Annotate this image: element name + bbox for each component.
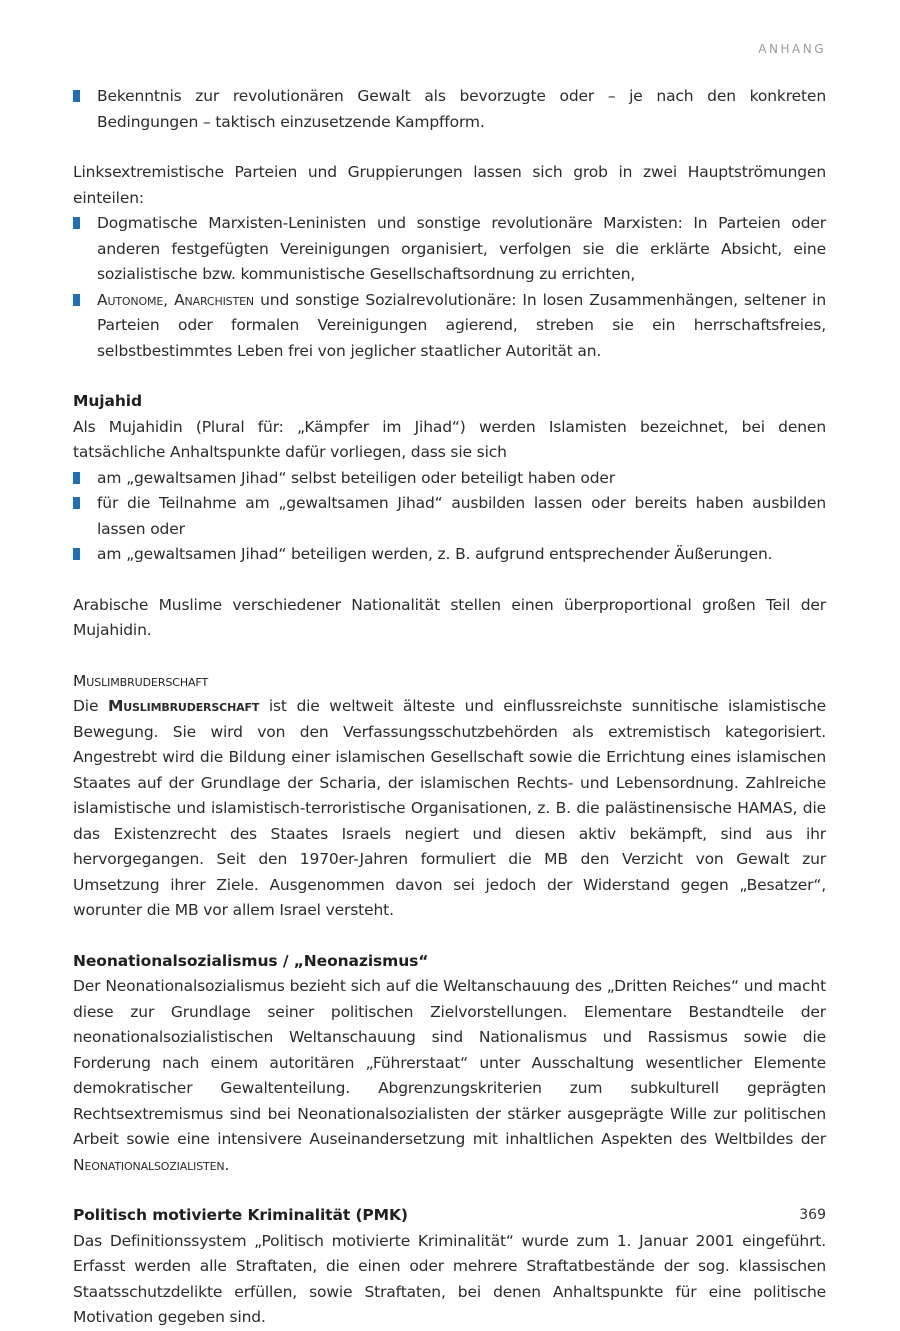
pmk-text: Das Definitionssystem „Politisch motivierte Kriminalität“ wurde zum 1. Januar 2001 eingeführt. Erfasst werden alle Straftaten, die einen oder mehrere Straftatbestände der sog. klassischen Staatsschutzdelikte erfüllen, sowie Straftaten, bei denen Anhaltspunkte für eine politische Motivation gegeben sind. (73, 1231, 826, 1326)
links-bullet-list (73, 211, 826, 364)
pmk-heading: Politisch motivierte Kriminalität (PMK) (73, 1206, 408, 1224)
page-body (73, 0, 826, 1331)
mujahid-heading: Mujahid (73, 392, 142, 410)
square-bullet-icon (73, 472, 80, 484)
list-item: am „gewaltsamen Jihad“ selbst beteiligen oder beteiligt haben oder (73, 466, 826, 492)
term-neonationalsozialisten: Neonationalsozialisten (73, 1155, 225, 1174)
term-autonome: Autonome (97, 290, 164, 309)
list-item: am „gewaltsamen Jihad“ beteiligen werden, z. B. aufgrund entsprechender Äußerungen. (73, 542, 826, 568)
square-bullet-icon (73, 90, 80, 102)
mujahid-bullet-list (73, 466, 826, 568)
muslimbruderschaft-heading: Muslimbruderschaft (73, 671, 209, 690)
square-bullet-icon (73, 294, 80, 306)
list-item: Bekenntnis zur revolutionären Gewalt als bevorzugte oder – je nach den konkreten Bedingungen – taktisch einzusetzende Kampfform. (73, 84, 826, 135)
list-item: Dogmatische Marxisten-Leninisten und sonstige revolutionäre Marxisten: In Parteien oder anderen festgefügten Vereinigungen organisiert, verfolgen sie die erklärte Absicht, eine sozialistische bzw. kommunistische Gesellschaftsordnung zu errichten, (73, 211, 826, 288)
neonazi-text: Der Neonationalsozialismus bezieht sich auf die Weltanschauung des „Dritten Reiches“ und macht diese zur Grundlage seiner politischen Zielvorstellungen. Elementare Bestandteile der neonationalsozialistischen Weltanschauung sind Nationalismus und Rassismus sowie die Forderung nach einem autoritären „Führerstaat“ unter Ausschaltung wesentlicher Elemente demokratischer Gewaltenteilung. Abgrenzungskriterien zum subkulturell geprägten Rechtsextremismus sind bei Neonationalsozialisten der stärker ausgeprägte Wille zur politischen Arbeit sowie eine intensivere Auseinandersetzung mit inhaltlichen Aspekten des Weltbildes der Neonationalsozialisten. (73, 977, 826, 1174)
neonazi-heading: Neonationalsozialismus / „Neonazismus“ (73, 951, 429, 970)
page-number: 369 (799, 1207, 826, 1223)
links-intro: Linksextremistische Parteien und Gruppierungen lassen sich grob in zwei Hauptströmungen einteilen: (73, 163, 826, 207)
square-bullet-icon (73, 548, 80, 560)
list-item: Autonome, Anarchisten und sonstige Sozialrevolutionäre: In losen Zusammenhängen, seltener in Parteien oder formalen Vereinigungen agierend, streben sie ein herrschaftsfreies, selbstbestimmtes Leben frei von jeglicher staatlicher Autorität an. (73, 288, 826, 365)
square-bullet-icon (73, 497, 80, 509)
mujahid-closing: Arabische Muslime verschiedener Nationalität stellen einen überproportional großen Teil der Mujahidin. (73, 595, 826, 639)
term-anarchisten: Anarchisten (174, 290, 254, 309)
muslimbruderschaft-text: Die Muslimbruderschaft ist die weltweit älteste und einflussreichste sunnitische islamistische Bewegung. Sie wird von den Verfassungsschutzbehörden als extremistisch kategorisiert. Angestrebt wird die Bildung einer islamischen Gesellschaft sowie die Errichtung eines islamischen Staates auf der Grundlage der Scharia, der islamischen Rechts- und Lebensordnung. Zahlreiche islamistische und islamistisch-terroristische Organisationen, z. B. die palästinensische HAMAS, die das Existenzrecht des Staates Israels negiert und diesen aktiv bekämpft, sind aus ihr hervorgegangen. Seit den 1970er-Jahren formuliert die MB den Verzicht von Gewalt zur Umsetzung ihrer Ziele. Ausgenommen davon sei jedoch der Widerstand gegen „Besatzer“, worunter die MB vor allem Israel versteht. (73, 697, 827, 919)
list-item: für die Teilnahme am „gewaltsamen Jihad“ ausbilden lassen oder bereits haben ausbilden lassen oder (73, 491, 826, 542)
running-head: ANHANG (758, 42, 826, 56)
mujahid-intro: Als Mujahidin (Plural für: „Kämpfer im Jihad“) werden Islamisten bezeichnet, bei denen tatsächliche Anhaltspunkte dafür vorliegen, dass sie sich (73, 417, 826, 461)
square-bullet-icon (73, 217, 80, 229)
top-bullet-list (73, 84, 826, 135)
term-muslimbruderschaft: Muslimbruderschaft (107, 697, 260, 715)
